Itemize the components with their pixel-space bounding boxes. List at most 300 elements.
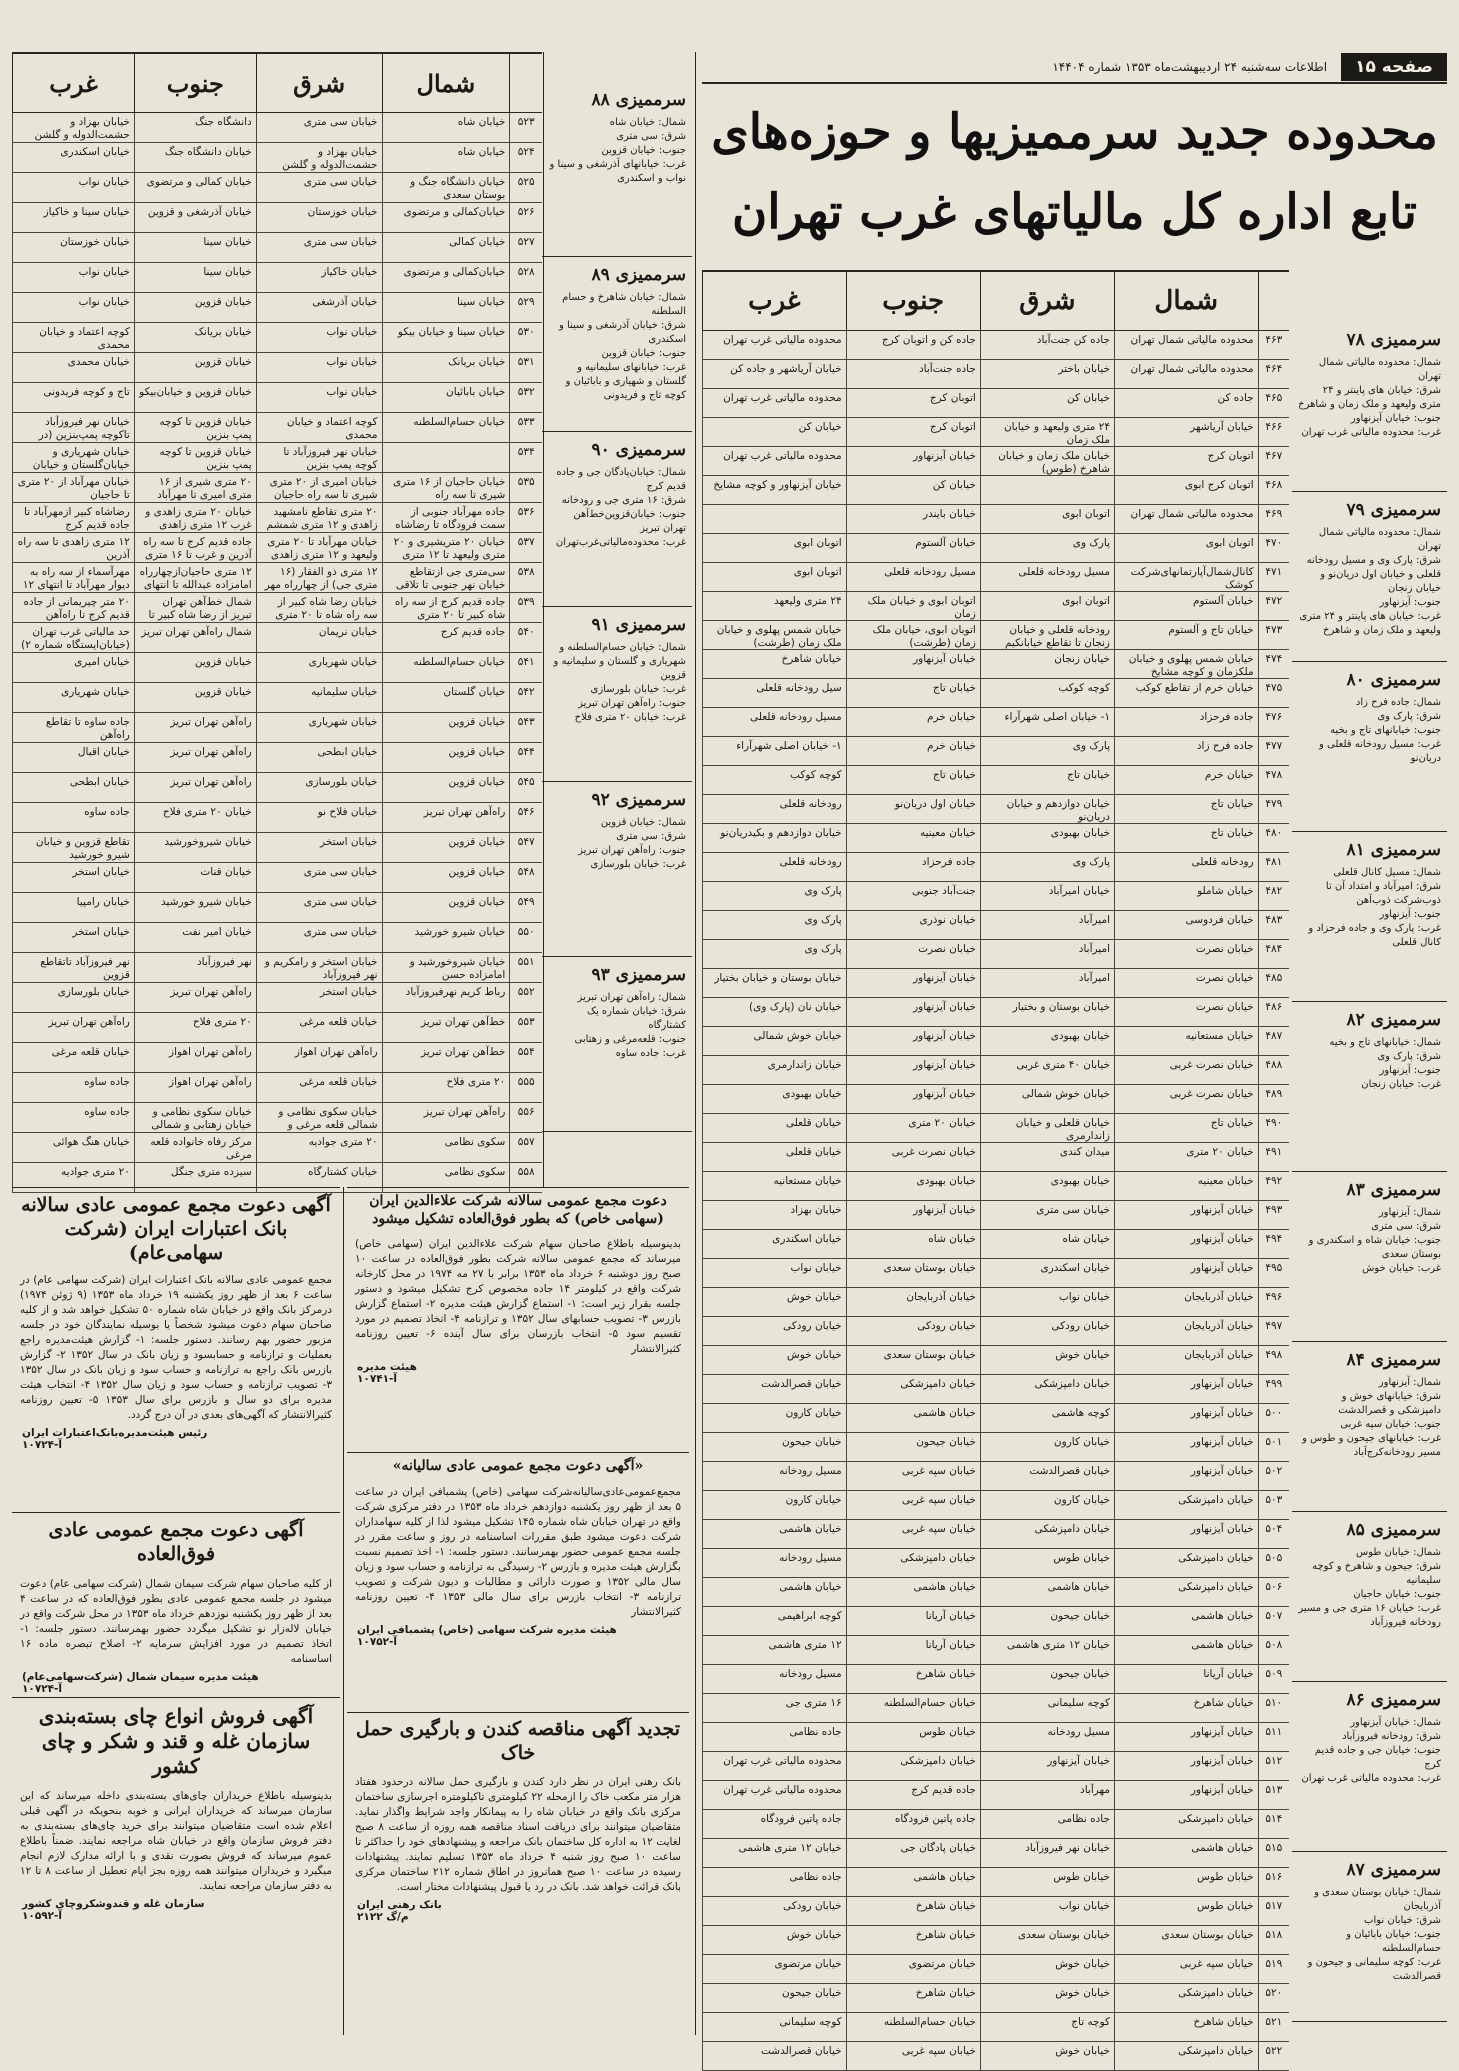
table-row	[12, 743, 542, 773]
cell-west: محدوده مالیاتی غرب تهران	[702, 447, 846, 475]
row-number: ۴۹۴	[1258, 1230, 1289, 1258]
table-row	[12, 833, 542, 863]
cell-north: خیابان بابائیان	[382, 383, 510, 412]
row-number: ۵۴۸	[509, 863, 542, 892]
row-number: ۴۸۱	[1258, 853, 1289, 881]
cell-west: خیابان نواب	[702, 1259, 846, 1287]
zone-line: شمال: جاده فرح زاد	[1355, 697, 1441, 708]
cell-east: خیابان بهبودی	[980, 1172, 1114, 1200]
cell-east: اتوبان ابوی	[980, 505, 1114, 533]
cell-south: خیابان حسام‌السلطنه	[846, 2013, 980, 2041]
cell-east: مهرآباد	[980, 1781, 1114, 1809]
table-row	[702, 1491, 1289, 1520]
table-row	[12, 803, 542, 833]
table-row	[12, 173, 542, 203]
table-row	[12, 503, 542, 533]
cell-south: خیابان آریانا	[846, 1636, 980, 1664]
cell-north: خیابان نصرت	[1114, 969, 1258, 997]
cell-east: خیابان قلعلی و خیابان زاندارمری	[980, 1114, 1114, 1142]
cell-north: راه‌آهن تهران تبریز	[382, 803, 510, 832]
notice-bank-credit-title: آگهی دعوت مجمع عمومی عادی سالانه بانک اعتبارات ایران (شرکت سهامی‌عام)	[21, 1194, 331, 1264]
table-row	[12, 623, 542, 653]
row-number: ۴۶۹	[1258, 505, 1289, 533]
cell-south: اتوبان کرج	[846, 389, 980, 417]
table-row	[702, 1781, 1289, 1810]
column-heading: شرق	[980, 272, 1114, 330]
cell-west: خیابان شاهرخ	[702, 650, 846, 678]
cell-east: خیابان آیزنهاور	[980, 1752, 1114, 1780]
cell-north: خط‌آهن تهران تبریز	[382, 1013, 510, 1042]
row-number: ۴۸۸	[1258, 1056, 1289, 1084]
row-number: ۵۵۸	[509, 1163, 542, 1192]
row-number: ۴۹۰	[1258, 1114, 1289, 1142]
zone-card	[1292, 1002, 1447, 1172]
zone-card	[1292, 1512, 1447, 1682]
row-number: ۵۱۷	[1258, 1897, 1289, 1925]
row-number: ۴۹۵	[1258, 1259, 1289, 1287]
row-number: ۵۲۲	[1258, 2042, 1289, 2070]
zone-line: شمال: مسیل کانال قلعلی	[1333, 867, 1441, 878]
cell-west: خیابان نواب	[12, 173, 134, 202]
column-heading-spacer	[509, 54, 542, 112]
cell-east: خیابان قلعه مرغی	[256, 1013, 382, 1042]
column-heading: شمال	[382, 54, 510, 112]
zone-line: جنوب: خیابان بابائیان و حسام‌السلطنه	[1346, 1929, 1441, 1954]
zone-line: شرق: خیابان نواب	[1364, 1915, 1441, 1926]
table-row	[12, 473, 542, 503]
cell-west: خیابان خوش	[702, 1926, 846, 1954]
row-number: ۴۸۶	[1258, 998, 1289, 1026]
zone-line: غرب: خیابان ۱۶ متری جی و مسیر رودخانه فیروزآباد	[1298, 1603, 1441, 1628]
cell-north: خیابان شاه	[382, 113, 510, 142]
zone-card	[1292, 1172, 1447, 1342]
cell-north: خیابان آذربایجان	[1114, 1317, 1258, 1345]
notice-bank-credit-signature: رئیس هیئت‌مدیره‌بانک‌اعتبارات ایران	[22, 1427, 208, 1440]
cell-south: خیابان قزوین تا کوچه پمپ بنزین	[134, 443, 256, 472]
cell-south: خیابان آیزنهاور	[846, 650, 980, 678]
cell-south: خیابان دامپزشکی	[846, 1549, 980, 1577]
notice-shomal-cement-title: آگهی دعوت مجمع عمومی عادی فوق‌العاده	[48, 1519, 304, 1565]
row-number: ۴۶۵	[1258, 389, 1289, 417]
row-number: ۵۵۱	[509, 953, 542, 982]
row-number: ۵۲۱	[1258, 2013, 1289, 2041]
table-row	[12, 143, 542, 173]
zone-line: شمال: خیابان قزوین	[600, 817, 686, 828]
zone-card	[542, 432, 692, 607]
table-row	[702, 1404, 1289, 1433]
left-table-body	[12, 113, 542, 1193]
row-number: ۵۲۰	[1258, 1984, 1289, 2012]
table-row	[702, 1926, 1289, 1955]
row-number: ۴۷۸	[1258, 766, 1289, 794]
row-number: ۴۶۷	[1258, 447, 1289, 475]
cell-east: خیابان رودکی	[980, 1317, 1114, 1345]
cell-south: خیابان بایندر	[846, 505, 980, 533]
zone-line: شرق: امیرآباد و امتداد آن تا ذوب‌شرکت ذوب‌آهن	[1325, 881, 1441, 906]
cell-east: خیابان بلورسازی	[256, 773, 382, 802]
cell-north: محدوده مالیاتی شمال تهران	[1114, 360, 1258, 388]
cell-north: خیابان شمس پهلوی و خیابان ملکزمان و کوچه مشایخ	[1114, 650, 1258, 678]
cell-south: جنت‌آباد جنوبی	[846, 882, 980, 910]
cell-west: ۲۴ متری ولیعهد	[702, 592, 846, 620]
cell-west: مسیل رودخانه	[702, 1549, 846, 1577]
cell-west: کوچه کوکب	[702, 766, 846, 794]
cell-east: خیابان ابطحی	[256, 743, 382, 772]
row-number: ۵۱۲	[1258, 1752, 1289, 1780]
notice-earth-tender-signature: بانک رهنی ایران	[357, 1898, 442, 1911]
cell-west: خیابان سینا و خاکیاز	[12, 203, 134, 232]
zone-title: سرممیزی ۸۱	[1346, 840, 1441, 860]
table-row	[702, 1433, 1289, 1462]
cell-east: خیابان نواب	[980, 1288, 1114, 1316]
row-number: ۵۴۲	[509, 683, 542, 712]
zone-line: شرق: سی متری	[1371, 1221, 1441, 1232]
cell-south: خیابان شاهرخ	[846, 1665, 980, 1693]
notice-shomal-cement-body: از کلیه صاحبان سهام شرکت سیمان شمال (شرکت سهامی عام) دعوت میشود در جلسه مجمع عمومی عادی بطور فوق‌العاده که در ساعت ۴ بعد از ظهر روز یکشنبه نوزدهم خرداد ماه ۱۳۵۳ در محل شرکت واقع در خیابان لاله‌زار نو تشکیل میگردد حضور بهمرسانند. دستور جلسه: ۱- اتخاذ تصمیم در مورد افزایش سرمایه ۲- اصلاح تبصره ماده ۱۶ اساسنامه	[20, 1577, 332, 1665]
cell-east: خیابان امیرآباد	[980, 882, 1114, 910]
table-row	[702, 1897, 1289, 1926]
zone-line: شرق: خیابان آذرشغی و سینا و اسکندری	[558, 320, 686, 345]
table-row	[12, 443, 542, 473]
table-row	[12, 323, 542, 353]
row-number: ۵۵۲	[509, 983, 542, 1012]
cell-north: خیابان دامپزشکی	[1114, 1578, 1258, 1606]
cell-east: خیابان نهر فیروزآباد تا کوچه پمپ بنزین	[256, 443, 382, 472]
cell-north: خیابان آیزنهاور	[1114, 1230, 1258, 1258]
cell-east: خیابان بهزاد و حشمت‌الدوله و گلشن	[256, 143, 382, 172]
row-number: ۵۴۷	[509, 833, 542, 862]
cell-south: خیابان خرم	[846, 737, 980, 765]
cell-west: نهر فیروزآباد تاتقاطع قزوین	[12, 953, 134, 982]
cell-west: خیابان نواب	[12, 263, 134, 292]
cell-east: خیابان خوش شمالی	[980, 1085, 1114, 1113]
cell-north: خیابان نصرت غربی	[1114, 1056, 1258, 1084]
row-number: ۵۵۷	[509, 1133, 542, 1162]
cell-south: خیابان قزوین تا کوچه پمپ بنزین	[134, 413, 256, 442]
row-number: ۴۹۳	[1258, 1201, 1289, 1229]
cell-south: راه‌آهن تهران اهواز	[134, 1043, 256, 1072]
table-row	[12, 1013, 542, 1043]
zone-line: شمال: خیابانهای تاج و بخیه	[1329, 1037, 1441, 1048]
cell-east: خیابان اسکندری	[980, 1259, 1114, 1287]
table-row	[702, 2042, 1289, 2071]
cell-east: خیابان کارون	[980, 1433, 1114, 1461]
cell-north: خیابان حسام‌السلطنه	[382, 413, 510, 442]
cell-north: خیابان قزوین	[382, 743, 510, 772]
cell-west: ۱- خیابان اصلی شهرآراء	[702, 737, 846, 765]
table-row	[702, 1259, 1289, 1288]
cell-south: اتوبان ابوی و خیابان ملک زمان	[846, 592, 980, 620]
cell-north: خیابان مستعانیه	[1114, 1027, 1258, 1055]
cell-north: خیابان آیزنهاور	[1114, 1723, 1258, 1751]
cell-south: خیابان آذرشغی و قزوین	[134, 203, 256, 232]
zone-line: شرق: خیابان شماره یک کشتارگاه	[587, 1006, 686, 1031]
row-number: ۵۳۲	[509, 383, 542, 412]
cell-north: محدوده مالیاتی شمال تهران	[1114, 331, 1258, 359]
notice-bank-credit-code: آ-۱۰۷۲۴	[22, 1439, 63, 1452]
row-number: ۴۹۲	[1258, 1172, 1289, 1200]
zones-middle-column	[542, 82, 692, 1132]
table-row	[12, 533, 542, 563]
cell-north: سکوی نظامی	[382, 1133, 510, 1162]
cell-west: ۲۰ متری جوادیه	[12, 1163, 134, 1192]
row-number: ۵۲۶	[509, 203, 542, 232]
cell-south: خیابان خرم	[846, 708, 980, 736]
cell-north: خیابان آلستوم	[1114, 592, 1258, 620]
cell-south: راه‌آهن تهران تبریز	[134, 713, 256, 742]
cell-west: سیل رودخانه قلعلی	[702, 679, 846, 707]
zone-line: جنوب: قلعه‌مرغی و زهتابی	[574, 1034, 686, 1045]
cell-south: خیابان آیزنهاور	[846, 1201, 980, 1229]
cell-west: خیابان نان (پارک وی)	[702, 998, 846, 1026]
cell-west: محدوده مالیاتی غرب تهران	[702, 331, 846, 359]
row-number: ۴۹۱	[1258, 1143, 1289, 1171]
cell-north: خیابان خرم از تقاطع کوکب	[1114, 679, 1258, 707]
table-row	[702, 1085, 1289, 1114]
cell-south: اتوبان کرج	[846, 418, 980, 446]
cell-south: خیابان سپه غربی	[846, 1491, 980, 1519]
cell-east: خیابان سی متری	[256, 173, 382, 202]
table-row	[702, 1839, 1289, 1868]
row-number: ۴۷۲	[1258, 592, 1289, 620]
table-row	[702, 1114, 1289, 1143]
cell-north: خیابان آریانا	[1114, 1665, 1258, 1693]
row-number: ۵۲۳	[509, 113, 542, 142]
cell-west: خیابان استخر	[12, 923, 134, 952]
zone-line: شمال: محدوده مالیاتی شمال تهران	[1318, 357, 1441, 382]
zone-line: غرب: خیابان زنجان	[1361, 1079, 1441, 1090]
cell-east: کوچه تاج	[980, 2013, 1114, 2041]
cell-south: خیابان آیزنهاور	[846, 998, 980, 1026]
cell-west: مسیل رودخانه	[702, 1665, 846, 1693]
notice-wool-meeting-body: مجمع‌عمومی‌عادی‌سالیانه‌شرکت سهامی (خاص) پشمبافی ایران در ساعت ۵ بعد از ظهر روز یکشنبه دوازدهم خرداد ماه ۱۳۵۳ در دفتر مرکزی شرکت واقع در تهران خیابان شاه شماره ۱۴۵ تشکیل میشود لذا از کلیه سهامداران شرکت دعوت میشود طبق مقررات اساسنامه در روز و ساعت مقرر در جلسه مجمع عمومی حضور بهمرسانند. دستور جلسه: ۱- اخذ تصمیم نسبت بگزارش هیئت مدیره و بازرس ۲- رسیدگی به ترازنامه و حساب سود و زیان سال مالی ۱۳۵۲ و صورت دارائی و مطالبات و دیون شرکت و تصویب ترازنامه ۳- انتخاب بازرس برای سال مالی ۱۳۵۳ ۴- تعیین روزنامه کثیرالانتشار	[355, 1485, 682, 1618]
cell-south: دانشگاه جنگ	[134, 113, 256, 142]
cell-north: خیابان حسام‌السلطنه	[382, 653, 510, 682]
cell-north: خیابان نصرت	[1114, 940, 1258, 968]
cell-west: خیابان امیری	[12, 653, 134, 682]
cell-south: شمال خط‌آهن تهران تبریز از رضا شاه کبیر تا	[134, 593, 256, 622]
cell-north: خیابان کمالی	[382, 233, 510, 262]
cell-east: خیابان امیری از ۲۰ متری شیری تا سه راه حاجیان	[256, 473, 382, 502]
cell-south: خیابان سینا	[134, 233, 256, 262]
table-row	[702, 1955, 1289, 1984]
row-number: ۵۱۸	[1258, 1926, 1289, 1954]
cell-south: خیابان سپه غربی	[846, 1462, 980, 1490]
zone-line: غرب: پارک وی و جاده فرحزاد و کانال قلعلی	[1308, 923, 1441, 948]
zone-line: شمال: خیابان آیزنهاور	[1350, 1717, 1441, 1728]
zone-line: شمال: خیابان بوستان سعدی و آذربایجان	[1314, 1887, 1441, 1912]
table-row	[12, 413, 542, 443]
cell-north: خیابان ۲۰ متری	[1114, 1143, 1258, 1171]
cell-north: خیابان سینا و خیابان بیکو	[382, 323, 510, 352]
cell-west: خیابان قلعلی	[702, 1143, 846, 1171]
cell-east: خیابان طوس	[980, 1868, 1114, 1896]
zone-title: سرممیزی ۸۴	[1346, 1350, 1441, 1370]
zone-card	[542, 782, 692, 957]
cell-south: خیابان پادگان جی	[846, 1839, 980, 1867]
row-number: ۵۲۷	[509, 233, 542, 262]
headline-line-1: محدوده جدید سرممیزیها و حوزه‌های	[711, 104, 1438, 160]
zone-line: جنوب: آیزنهاور	[1379, 597, 1441, 608]
cell-west: خیابان بهبودی	[702, 1085, 846, 1113]
cell-east: خیابان جیحون	[980, 1665, 1114, 1693]
notice-aladdin-title: دعوت مجمع عمومی سالانه شرکت علاءالدین ایران (سهامی خاص) که بطور فوق‌العاده تشکیل میشود	[369, 1193, 667, 1227]
cell-south: خیابان هاشمی	[846, 1404, 980, 1432]
cell-west: جاده ساوه	[12, 1103, 134, 1132]
table-row	[12, 1103, 542, 1133]
cell-east: خیابان کشتارگاه	[256, 1163, 382, 1192]
row-number: ۴۹۹	[1258, 1375, 1289, 1403]
cell-west: ۱۲ متری زاهدی تا سه راه آذرین	[12, 533, 134, 562]
row-number: ۵۲۵	[509, 173, 542, 202]
cell-west: پارک وی	[702, 940, 846, 968]
column-heading-spacer	[1258, 272, 1289, 330]
zone-title: سرممیزی ۸۸	[591, 90, 686, 110]
zone-line: جنوب: خیابان قزوین	[601, 145, 686, 156]
cell-north: خیابان قزوین	[382, 863, 510, 892]
cell-south: خیابان نصرت	[846, 940, 980, 968]
table-row	[702, 1288, 1289, 1317]
table-row	[702, 1317, 1289, 1346]
zone-line: غرب: مسیل رودخانه قلعلی و دریان‌نو	[1319, 739, 1441, 764]
table-row	[12, 1133, 542, 1163]
zone-line: شرق: رودخانه فیروزآباد	[1342, 1731, 1441, 1742]
row-number: ۴۹۶	[1258, 1288, 1289, 1316]
zone-line: شرق: سی متری	[616, 131, 686, 142]
cell-north: خیابان تاج	[1114, 1114, 1258, 1142]
table-row	[702, 505, 1289, 534]
row-number: ۵۰۹	[1258, 1665, 1289, 1693]
cell-north: خیابان شاملو	[1114, 882, 1258, 910]
cell-north: خیابان دامپزشکی	[1114, 2042, 1258, 2070]
row-number: ۴۷۰	[1258, 534, 1289, 562]
table-row	[12, 983, 542, 1013]
cell-west: خیابان هاشمی	[702, 1520, 846, 1548]
cell-south: خیابان آیزنهاور	[846, 1027, 980, 1055]
cell-east: جاده کن جنت‌آباد	[980, 331, 1114, 359]
table-row	[702, 911, 1289, 940]
cell-north: خیابان بوستان سعدی	[1114, 1926, 1258, 1954]
left-table-column-headings	[12, 54, 542, 113]
zone-line: شرق: پارک وی	[1377, 711, 1441, 722]
cell-east: خیابان بهبودی	[980, 1027, 1114, 1055]
row-number: ۵۳۱	[509, 353, 542, 382]
table-row	[12, 113, 542, 143]
row-number: ۵۱۶	[1258, 1868, 1289, 1896]
notice-earth-tender-body: بانک رهنی ایران در نظر دارد کندن و بارگیری حمل سالانه درحدود هفتاد هزار متر مکعب خاک را ازمحله ۲۲ کیلومتری تاکیلومتره اجرسازی ساختمان مرکزی بانک واقع در خیابان شاه را به پیمانکار واجد شرایط واگذار نماید. متقاضیان میتوانند برای دریافت اسناد مناقصه همه روزه از ساعت ۸ صبح لغایت ۱۲ به اداره کل ساختمان بانک مراجعه و پیشنهادهای خود را حداکثر تا ساعت ۱۰ صبح روز شنبه ۴ خرداد ماه ۱۳۵۳ تسلیم نمایند. پیشنهادات رسیده در ساعت ۱۰ صبح همانروز در اطاق شماره ۲۱۲ ساختمان مرکزی بانک قرائت خواهد شد. بانک در رد یا قبول پیشنهادات مختار است.	[355, 1775, 681, 1893]
cell-north: خیابان دانشگاه جنگ و بوستان سعدی	[382, 173, 510, 202]
cell-east: خیابان شهریاری	[256, 713, 382, 742]
notice-aladdin-signature: هیئت مدیره	[357, 1361, 417, 1373]
cell-north: اتوبان کرج	[1114, 447, 1258, 475]
table-row	[702, 1027, 1289, 1056]
table-row	[702, 534, 1289, 563]
cell-west: مسیل رودخانه قلعلی	[702, 708, 846, 736]
cell-west: خیابان نهر فیروزآباد تاکوچه پمپ‌بنزین (در	[12, 413, 134, 442]
cell-south: خیابان شیرو‌خورشید	[134, 833, 256, 862]
cell-north: خط‌آهن تهران تبریز	[382, 1043, 510, 1072]
cell-north: کانال‌شمال‌آپارتمانهای‌شرکت کوشک	[1114, 563, 1258, 591]
cell-south: خیابان شاهرخ	[846, 1984, 980, 2012]
row-number: ۵۰۴	[1258, 1520, 1289, 1548]
cell-east: خیابان نواب	[256, 323, 382, 352]
table-row	[702, 998, 1289, 1027]
table-row	[702, 1549, 1289, 1578]
cell-south: جاده جنت‌آباد	[846, 360, 980, 388]
zone-line: شرق: پارک وی و مسیل رودخانه قلعلی و خیابان اول دریان‌نو و خیابان زنجان	[1306, 555, 1441, 594]
zone-line: شمال: خیابان شاه	[609, 117, 686, 128]
row-number: ۵۵۴	[509, 1043, 542, 1072]
row-number: ۴۹۷	[1258, 1317, 1289, 1345]
notice-wool-meeting-title: «آگهی دعوت مجمع عمومی عادی سالیانه»	[392, 1458, 644, 1474]
cell-north: خیابان آذربایجان	[1114, 1346, 1258, 1374]
row-number: ۴۸۴	[1258, 940, 1289, 968]
row-number: ۵۳۵	[509, 473, 542, 502]
cell-east: خیابان خوش	[980, 1984, 1114, 2012]
cell-west	[702, 505, 846, 533]
row-number: ۵۰۵	[1258, 1549, 1289, 1577]
row-number: ۵۳۷	[509, 533, 542, 562]
notice-aladdin-code: آ-۱۰۷۴۱	[357, 1373, 398, 1385]
table-row	[702, 1056, 1289, 1085]
row-number: ۵۴۹	[509, 893, 542, 922]
cell-south: خیابان تاج	[846, 679, 980, 707]
cell-north: رباط کریم نهرفیروزآباد	[382, 983, 510, 1012]
cell-south: جاده فرحزاد	[846, 853, 980, 881]
notice-wool-meeting	[347, 1452, 689, 1648]
newspaper-page	[12, 12, 1447, 2057]
cell-north: محدوده مالیاتی شمال تهران	[1114, 505, 1258, 533]
row-number: ۵۰۰	[1258, 1404, 1289, 1432]
table-row	[12, 923, 542, 953]
cell-north: خیابان طوس	[1114, 1897, 1258, 1925]
row-number: ۴۸۲	[1258, 882, 1289, 910]
cell-south: خیابان حسام‌السلطنه	[846, 1694, 980, 1722]
cell-west: خیابان قصرالدشت	[702, 2042, 846, 2070]
cell-south: خیابان آیزنهاور	[846, 1056, 980, 1084]
cell-north: خیابان دامپزشکی	[1114, 1491, 1258, 1519]
row-number: ۴۷۵	[1258, 679, 1289, 707]
cell-north: خیابان خرم	[1114, 766, 1258, 794]
zone-line: جنوب: خیابان جی و جاده قدیم کرج	[1314, 1745, 1441, 1770]
cell-east: خیابان طوس	[980, 1549, 1114, 1577]
zone-card	[1292, 322, 1447, 492]
cell-east: خیابان استخر	[256, 983, 382, 1012]
cell-east: خیابان ملک زمان و خیابان شاهرخ (طوس)	[980, 447, 1114, 475]
cell-east: خیابان سی متری	[256, 233, 382, 262]
cell-east: ۲۰ متری تقاطع نامشهید زاهدی و ۱۲ متری شمشم	[256, 503, 382, 532]
cell-east: خیابان نواب	[980, 1897, 1114, 1925]
cell-south: راه‌آهن تهران تبریز	[134, 983, 256, 1012]
zone-card	[1292, 1342, 1447, 1512]
table-row	[702, 940, 1289, 969]
cell-east: خیابان خوزستان	[256, 203, 382, 232]
cell-east: ۱- خیابان اصلی شهرآراء	[980, 708, 1114, 736]
zone-line: غرب: خیابانهای آذرشغی و سینا و نواب و اسکندری	[549, 159, 686, 184]
zone-line: جنوب: خیابان قزوین	[601, 348, 686, 359]
table-row	[702, 1694, 1289, 1723]
table-row	[702, 563, 1289, 592]
table-row	[12, 953, 542, 983]
notice-tea-sale-body: بدینوسیله باطلاع خریداران چای‌های بسته‌بندی داخله میرساند که این سازمان میرساند که خریداران ایرانی و خوبه بنحویکه در آگهی قبلی اعلام شده است متقاضیان میتوانند برای خرید چای‌های بسته‌بندی به دفتر فروش سازمان واقع در خیابان شاه مراجعه نمایند. ضمناً باطلاع عموم میرساند که فروش بصورت نقدی و با ارائه مدارک لازم انجام میگیرد و خریداران میتوانند همه روزه بجز ایام تعطیل از ساعت ۸ تا ۱۲ به دفتر سازمان مراجعه نمایند.	[20, 1790, 332, 1892]
row-number: ۵۲۸	[509, 263, 542, 292]
table-row	[702, 882, 1289, 911]
zone-line: غرب: جاده ساوه	[615, 1048, 686, 1059]
cell-north: خیابان‌کمالی و مرتضوی	[382, 203, 510, 232]
zone-line: جنوب: خیابان حاجیان	[1353, 1589, 1441, 1600]
row-number: ۴۶۶	[1258, 418, 1289, 446]
cell-north: خیابان سینا	[382, 293, 510, 322]
